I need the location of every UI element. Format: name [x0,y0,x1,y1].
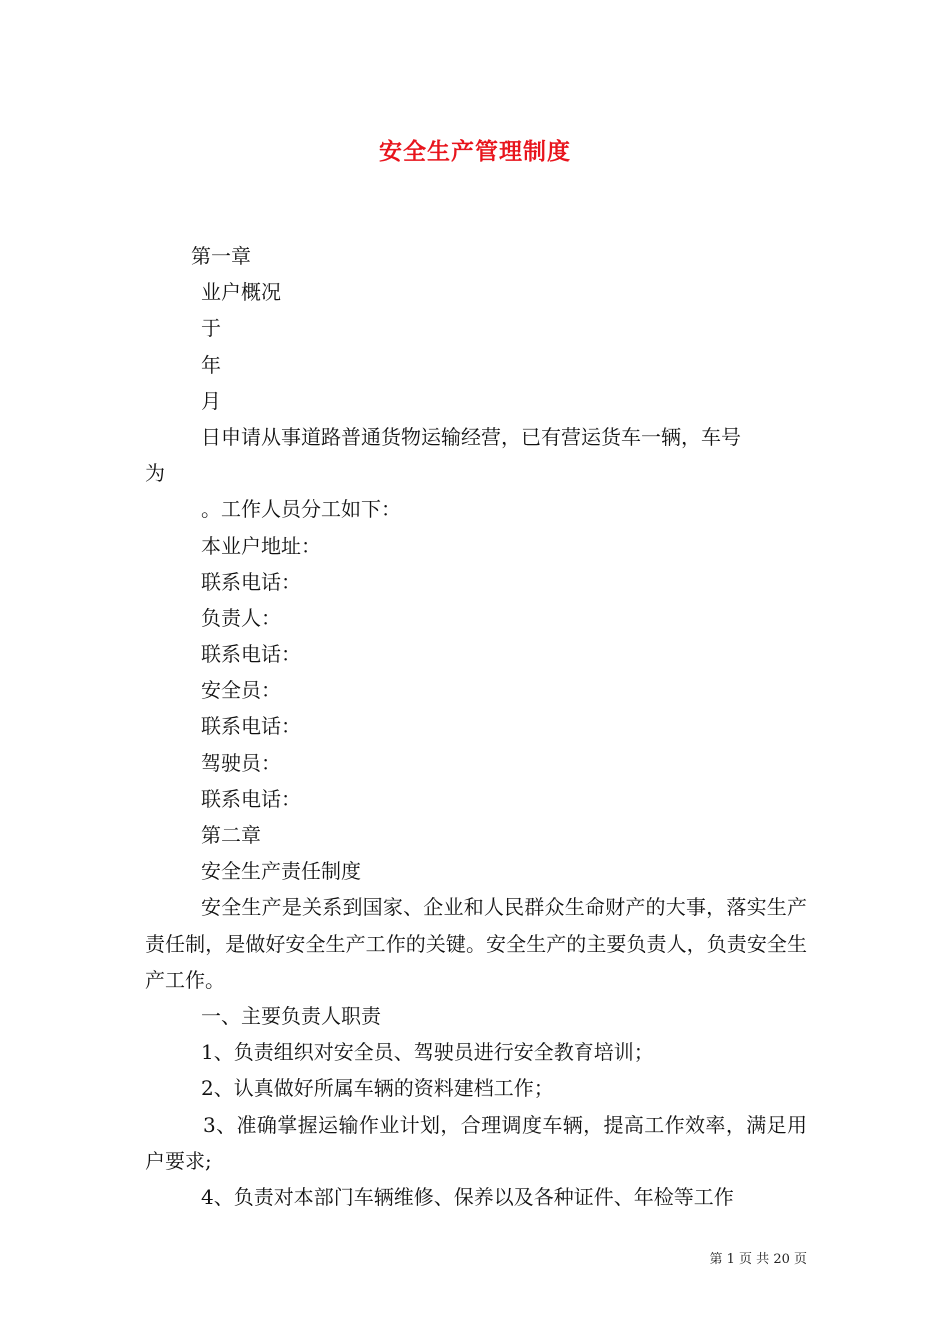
address-label: 本业户地址： [201,533,321,558]
document-title: 安全生产管理制度 [379,138,571,165]
phone-label: 联系电话： [201,642,301,667]
list-item: 1、负责组织对安全员、驾驶员进行安全教育培训； [201,1040,654,1065]
document-body [145,238,807,1215]
list-item: 4、负责对本部门车辆维修、保养以及各种证件、年检等工作 [201,1184,734,1209]
section-heading-responsibility: 安全生产责任制度 [201,859,361,884]
chapter-two-heading: 第二章 [201,823,261,847]
phone-label: 联系电话： [201,786,301,811]
list-item: 2、认真做好所属车辆的资料建档工作； [201,1076,554,1101]
list-item: 3、准确掌握运输作业计划，合理调度车辆，提高工作效率，满足用户要求; [145,1112,807,1173]
safety-officer-label: 安全员： [201,678,281,703]
phone-label: 联系电话： [201,714,301,739]
page-number: 第 1 页 共 20 页 [709,1252,807,1267]
text-line: 于 [201,316,221,341]
text-line: 日申请从事道路普通货物运输经营，已有营运货车一辆，车号 [201,424,741,449]
text-line: 为 [145,461,165,486]
text-line: 年 [201,352,221,377]
text-line: 。工作人员分工如下： [201,497,401,522]
text-line: 月 [201,388,221,413]
paragraph-intro: 安全生产是关系到国家、企业和人民群众生命财产的大事，落实生产责任制，是做好安全生产工作的关键。安全生产的主要负责人，负责安全生产工作。 [145,895,807,992]
chapter-one-heading: 第一章 [191,244,251,268]
phone-label: 联系电话： [201,569,301,594]
section-heading-overview: 业户概况 [201,280,281,305]
driver-label: 驾驶员： [201,750,281,775]
subsection-heading: 一、主要负责人职责 [201,1003,381,1028]
manager-label: 负责人： [201,605,281,630]
